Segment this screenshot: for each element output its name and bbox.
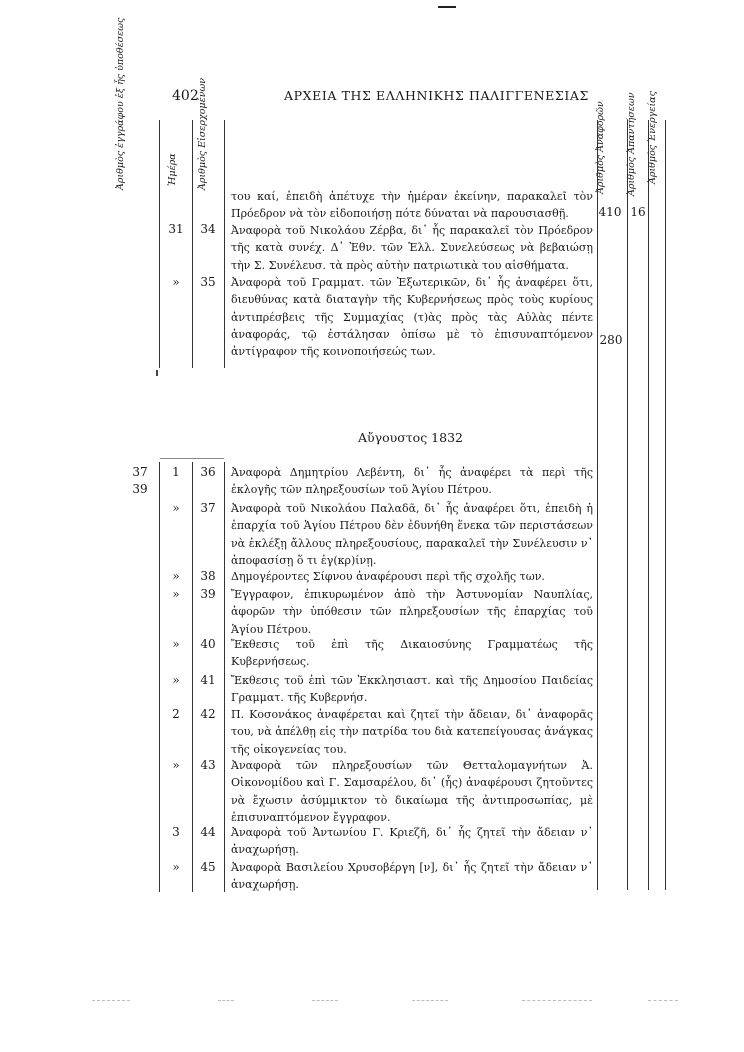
entry-text: Ἀναφορὰ τοῦ Νικολάου Ζέρβα, δι᾿ ἧς παρακαλεῖ τὸν Πρόεδρον τῆς κατὰ συνέχ. Δ᾿ Ἐθν. τῶν Ἑλλ. Συνελεύσεως νὰ βεβαιώσῃ τὴν Σ. Συνέλευσ. τὰ πρὸς αὐτὴν πατριωτικὰ του αἰσθήματα.: [231, 224, 593, 272]
column-rule: [192, 120, 193, 368]
page-number: 402: [172, 88, 199, 104]
entry-text: Ἔκθεσις τοῦ ἐπὶ τῆς Δικαιοσύνης Γραμματέως τῆς Κυβερνήσεως.: [231, 638, 593, 669]
entry-number: 38: [200, 569, 216, 583]
entry-number: 34: [200, 222, 216, 236]
entry-text: Ἀναφορὰ Βασιλείου Χρυσοβέργη [ν], δι᾿ ἧς ζητεῖ τὴν ἄδειαν ν᾿ ἀναχωρήσῃ.: [231, 861, 593, 892]
reports-number: 410: [598, 205, 622, 219]
entry-number: 35: [200, 275, 216, 289]
column-header-reports-number: Ἀριθμὸς Ἀναφορῶν: [595, 101, 606, 194]
section-title-august-1832: Αὔγουστος 1832: [358, 430, 463, 445]
running-title: ΑΡΧΕΙΑ ΤΗΣ ΕΛΛΗΝΙΚΗΣ ΠΑΛΙΓΓΕΝΕΣΙΑΣ: [284, 88, 589, 103]
column-header-document-ref: Ἀριθμὸς ἐγγράφου ἐξ ἧς ὑποθέσεως: [115, 17, 126, 190]
entry-text: Ἀναφορὰ τοῦ Ἀντωνίου Γ. Κριεζῆ, δι᾿ ἧς ζητεῖ τὴν ἄδειαν ν᾿ ἀναχωρήσῃ.: [231, 826, 593, 857]
column-rule: [648, 120, 649, 890]
column-rule: [224, 462, 225, 892]
entry-day: »: [172, 860, 180, 874]
scan-mark: [438, 6, 456, 8]
scan-mark: [156, 370, 158, 376]
entry-day: 2: [172, 707, 180, 721]
entry-text: Ἀναφορὰ Δημητρίου Λεβέντη, δι᾿ ἧς ἀναφέρει τὰ περὶ τῆς ἐκλογῆς τῶν πληρεξουσίων τοῦ Ἁγίου Πέτρου.: [231, 466, 593, 497]
column-rule: [159, 462, 160, 892]
column-header-replies-number: Ἀριθμὸς Ἀπαντήσεων: [626, 92, 637, 196]
column-rule: [192, 462, 193, 892]
column-rule: [627, 120, 628, 890]
entry-number: 42: [200, 707, 216, 721]
scan-mark: [522, 1000, 592, 1001]
entry-text: του καί, ἐπειδὴ ἀπέτυχε τὴν ἡμέραν ἐκείνην, παρακαλεῖ τὸν Πρόεδρον νὰ τὸν εἰδοποιήσῃ πότε δύναται νὰ παρουσιασθῇ.: [231, 190, 593, 221]
entry-day: »: [172, 673, 180, 687]
entry-day: 1: [172, 465, 180, 479]
entry-number: 41: [200, 673, 216, 687]
scan-mark: [92, 1000, 130, 1001]
entry-number: 44: [200, 825, 216, 839]
column-header-incoming-number: Ἀριθμὸς Εἰσερχομένων: [197, 78, 208, 190]
scan-mark: [412, 1000, 448, 1001]
entry-text: Δημογέροντες Σίφνου ἀναφέρουσι περὶ τῆς σχολῆς των.: [231, 570, 545, 583]
entry-day: »: [172, 637, 180, 651]
column-header-day: Ἡμέρα: [167, 153, 178, 186]
column-rule: [597, 120, 598, 890]
entry-day: 31: [168, 222, 184, 236]
entry-day: »: [172, 569, 180, 583]
entry-number: 39: [200, 587, 216, 601]
scan-mark: [648, 1000, 678, 1001]
column-rule: [224, 120, 225, 368]
entry-day: »: [172, 275, 180, 289]
column-rule: [665, 120, 666, 890]
entry-text: Ἀναφορὰ τοῦ Νικολάου Παλαδᾶ, δι᾿ ἧς ἀναφέρει ὅτι, ἐπειδὴ ἡ ἐπαρχία τοῦ Ἁγίου Πέτρου δὲν ἐδυνήθη ἕνεκα τῶν περιστάσεων νὰ ἐκλέξῃ ἄλλους πληρεξουσίους, παρακαλεῖ τὴν Συνέλευσιν ν᾿ ἀποφασίσῃ ὅ τι ἐγ(κρ)ίνῃ.: [231, 502, 593, 567]
reports-number: 280: [599, 333, 623, 347]
section-divider: [160, 458, 224, 459]
replies-number: 16: [630, 205, 646, 219]
entry-number: 45: [200, 860, 216, 874]
entry-number: 43: [200, 758, 216, 772]
entry-day: 3: [172, 825, 180, 839]
entry-number: 37: [200, 501, 216, 515]
entry-text: Π. Κοσονάκος ἀναφέρεται καὶ ζητεῖ τὴν ἄδειαν, δι᾿ ἀναφορᾶς του, νὰ ἀπέλθῃ εἰς τὴν πατρίδα του διὰ κατεπείγουσας ἀνάγκας τῆς οἰκογενείας του.: [231, 708, 593, 756]
scan-mark: [218, 1000, 234, 1001]
entry-day: »: [172, 501, 180, 515]
entry-number: 36: [200, 465, 216, 479]
entry-number: 40: [200, 637, 216, 651]
scan-mark: [312, 1000, 338, 1001]
entry-text: Ἀναφορὰ τῶν πληρεξουσίων τῶν Θετταλομαγνήτων Ἀ. Οἰκονομίδου καὶ Γ. Σαμσαρέλου, δι᾿ (ἧς) ἀναφέρουσι ζητοῦντες νὰ ἔχωσιν ἀσύμμικτον τὸ δικαίωμα τῆς ἀντιπροσωπίας, μὲ ἐπισυναπτόμενον ἔγγραφον.: [231, 759, 593, 824]
column-rule: [159, 120, 160, 368]
column-header-action-number: Ἀριθμὸς Ἐνεργείας: [647, 91, 658, 184]
entry-text: Ἀναφορὰ τοῦ Γραμματ. τῶν Ἐξωτερικῶν, δι᾿ ἧς ἀναφέρει ὅτι, διευθύνας κατὰ διαταγὴν τῆς Κυβερνήσεως πρὸς τοὺς κυρίους ἀντιπρέσβεις τῆς Συμμαχίας (τ)ὰς πρὸς τὰς Αὐλὰς πέντε ἀναφοράς, τῷ ἐστάλησαν ὀπίσω μὲ τὸ ἐπισυναπτόμενον ἀντίγραφον τῆς κοινοποιήσεώς των.: [231, 276, 593, 359]
document-ref: 39: [132, 482, 148, 496]
entry-text: Ἔκθεσις τοῦ ἐπὶ τῶν Ἐκκλησιαστ. καὶ τῆς Δημοσίου Παιδείας Γραμματ. τῆς Κυβερνήσ.: [231, 674, 593, 705]
entry-text: Ἔγγραφον, ἐπικυρωμένον ἀπὸ τὴν Ἀστυνομίαν Ναυπλίας, ἀφορῶν τὴν ὑπόθεσιν τῶν πληρεξουσίων τῆς ἐπαρχίας τοῦ Ἁγίου Πέτρου.: [231, 588, 593, 636]
entry-day: »: [172, 587, 180, 601]
document-ref: 37: [132, 465, 148, 479]
entry-day: »: [172, 758, 180, 772]
